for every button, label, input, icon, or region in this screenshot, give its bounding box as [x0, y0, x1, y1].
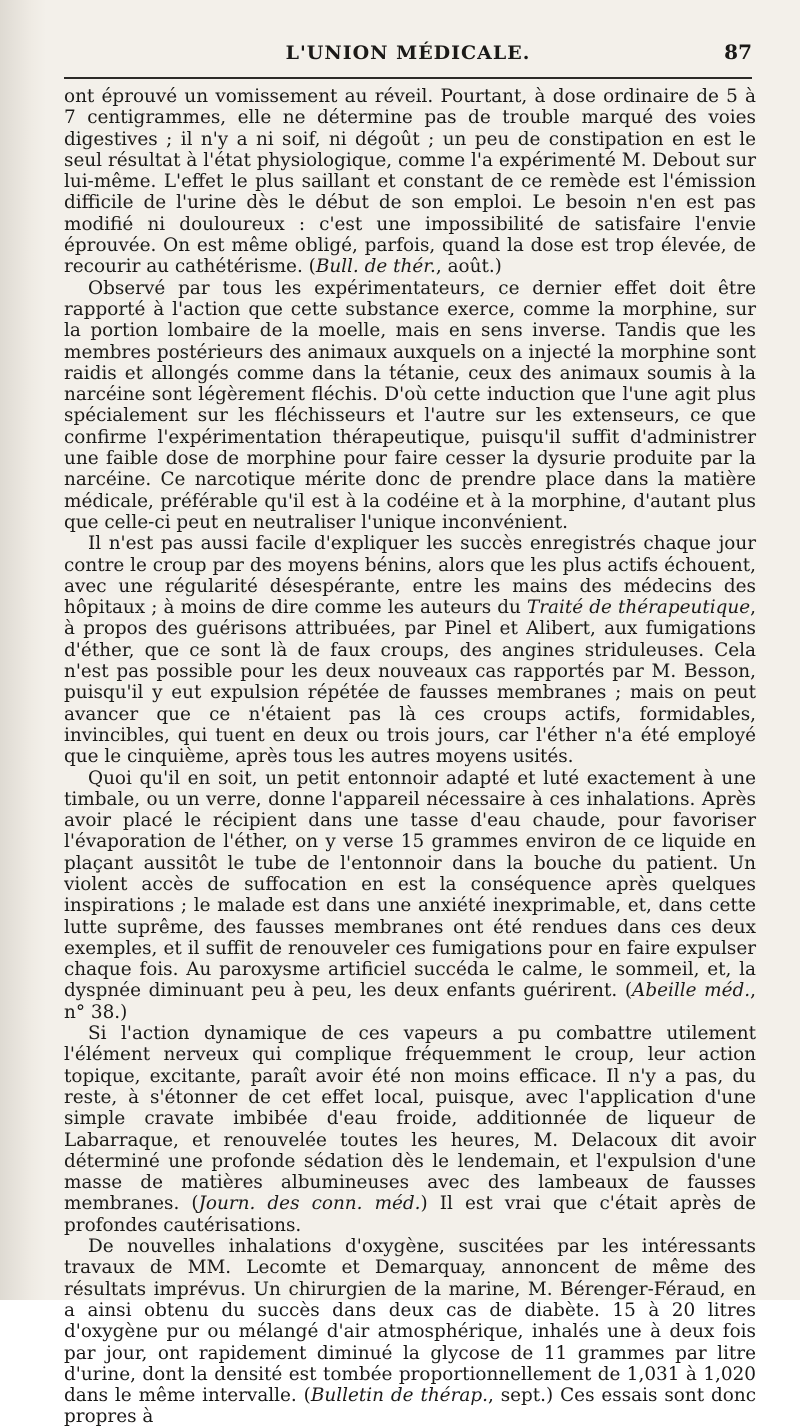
text-segment: , août.): [435, 256, 502, 278]
text-segment: ont éprouvé un vomissement au réveil. Pourtant, à dose ordinaire de 5 à 7 centigrammes, elle ne détermine pas de trouble marqué des voies digestives ; il n'y a ni soif, ni dégoût ; un peu de constipation en est le seul résultat à l'état physiologique, comme l'a expérimenté M. Debout sur lui-même. L'effet le plus saillant et constant de ce remède est l'émission difficile de l'urine dès le début de son emploi. Le besoin n'en est pas modifié ni douloureux : c'est une impossibilité de satisfaire l'envie éprouvée. On est même obligé, parfois, quand la dose est trop élevée, de recourir au cathétérisme. (: [64, 86, 756, 278]
text-segment: , sept.) Ces essais sont donc propres à: [64, 1385, 756, 1428]
text-segment: Observé par tous les expérimentateurs, ce dernier effet doit être rapporté à l'action que cette substance exerce, comme la morphine, sur la portion lombaire de la moelle, mais en sens inverse. Tandis que les membres postérieurs des animaux auxquels on a injecté la morphine sont raidis et allongés comme dans la tétanie, ceux des animaux soumis à la narcéine sont légèrement fléchis. D'où cette induction que l'une agit plus spécialement sur les fléchisseurs et l'autre sur les extenseurs, ce que confirme l'expérimentation thérapeutique, puisqu'il suffit d'administrer une faible dose de morphine pour faire cesser la dysurie produite par la narcéine. Ce narcotique mérite donc de prendre place dans la matière médicale, préférable qu'il est à la codéine et à la morphine, d'autant plus que celle-ci peut en neutraliser l'unique inconvénient.: [64, 277, 756, 533]
citation-italic: Traité de thérapeutique: [526, 597, 751, 619]
page-header: [64, 34, 752, 74]
text-segment: , à propos des guérisons attribuées, par Pinel et Alibert, aux fumigations d'éther, que ce sont là de faux croups, des angines striduleuses. Cela n'est pas possible pour les deux nouveaux cas rapportés par M. Besson, puisqu'il y eut expulsion répétée de fausses membranes ; mais on peut avancer que ce n'étaient pas là ces croups actifs, formidables, invincibles, qui tuent en deux ou trois jours, car l'éther n'a été employé que le cinquième, après tous les autres moyens usités.: [64, 597, 756, 768]
citation-italic: Bull. de thér.: [315, 256, 436, 278]
citation-italic: Abeille méd.: [632, 980, 751, 1002]
body-text: [64, 86, 756, 1428]
paragraph: [64, 768, 756, 1024]
paragraph: [64, 1236, 756, 1428]
text-segment: Quoi qu'il en soit, un petit entonnoir adapté et luté exactement à une timbale, ou un verre, donne l'appareil nécessaire à ces inhalations. Après avoir placé le récipient dans une tasse d'eau chaude, pour favoriser l'évaporation de l'éther, on y verse 15 grammes environ de ce liquide en plaçant aussitôt le tube de l'entonnoir dans la bouche du patient. Un violent accès de suffocation en est la conséquence après quelques inspirations ; le malade est dans une anxiété inexprimable, et, dans cette lutte suprême, des fausses membranes ont été rendues dans ces deux exemples, et il suffit de renouveler ces fumigations pour en faire expulser chaque fois. Au paroxysme artificiel succéda le calme, le sommeil, et, la dyspnée diminuant peu à peu, les deux enfants guérirent. (: [64, 767, 756, 1002]
text-segment: De nouvelles inhalations d'oxygène, suscitées par les intéressants travaux de MM. Lecomte et Demarquay, annoncent de même des résultats imprévus. Un chirurgien de la marine, M. Bérenger-Féraud, en a ainsi obtenu du succès dans deux cas de diabète. 15 à 20 litres d'oxygène pur ou mélangé d'air atmosphérique, inhalés une à deux fois par jour, ont rapidement diminué la glycose de 11 grammes par litre d'urine, dont la densité est tombée proportionnellement de 1,031 à 1,020 dans le même intervalle. (: [64, 1236, 756, 1407]
paragraph: [64, 278, 756, 534]
paragraph: [64, 1023, 756, 1236]
citation-italic: Journ. des conn. méd.: [198, 1193, 421, 1215]
header-rule: [64, 77, 752, 79]
page-number: 87: [724, 40, 752, 64]
paragraph: [64, 86, 756, 278]
text-segment: Il n'est pas aussi facile d'expliquer les succès enregistrés chaque jour contre le croup par des moyens bénins, alors que les plus actifs échouent, avec une régularité désespérante, entre les mains des médecins des hôpitaux ; à moins de dire comme les auteurs du: [64, 533, 756, 619]
text-segment: Si l'action dynamique de ces vapeurs a pu combattre utilement l'élément nerveux qui complique fréquemment le croup, leur action topique, excitante, paraît avoir été non moins efficace. Il n'y a pas, du reste, à s'étonner de cet effet local, puisque, avec l'application d'une simple cravate imbibée d'eau froide, additionnée de liqueur de Labarraque, et renouvelée toutes les heures, M. Delacoux dit avoir déterminé une profonde sédation dès le lendemain, et l'expulsion d'une masse de matières albumineuses avec des lambeaux de fausses membranes. (: [64, 1023, 756, 1215]
text-segment: ) Il est vrai que c'était après de profondes cautérisations.: [64, 1193, 756, 1236]
page-binding-shadow: [0, 0, 46, 1300]
citation-italic: Bulletin de thérap.: [310, 1385, 488, 1407]
text-segment: , n° 38.): [64, 980, 756, 1023]
running-title: L'UNION MÉDICALE.: [285, 42, 531, 64]
paragraph: [64, 533, 756, 767]
